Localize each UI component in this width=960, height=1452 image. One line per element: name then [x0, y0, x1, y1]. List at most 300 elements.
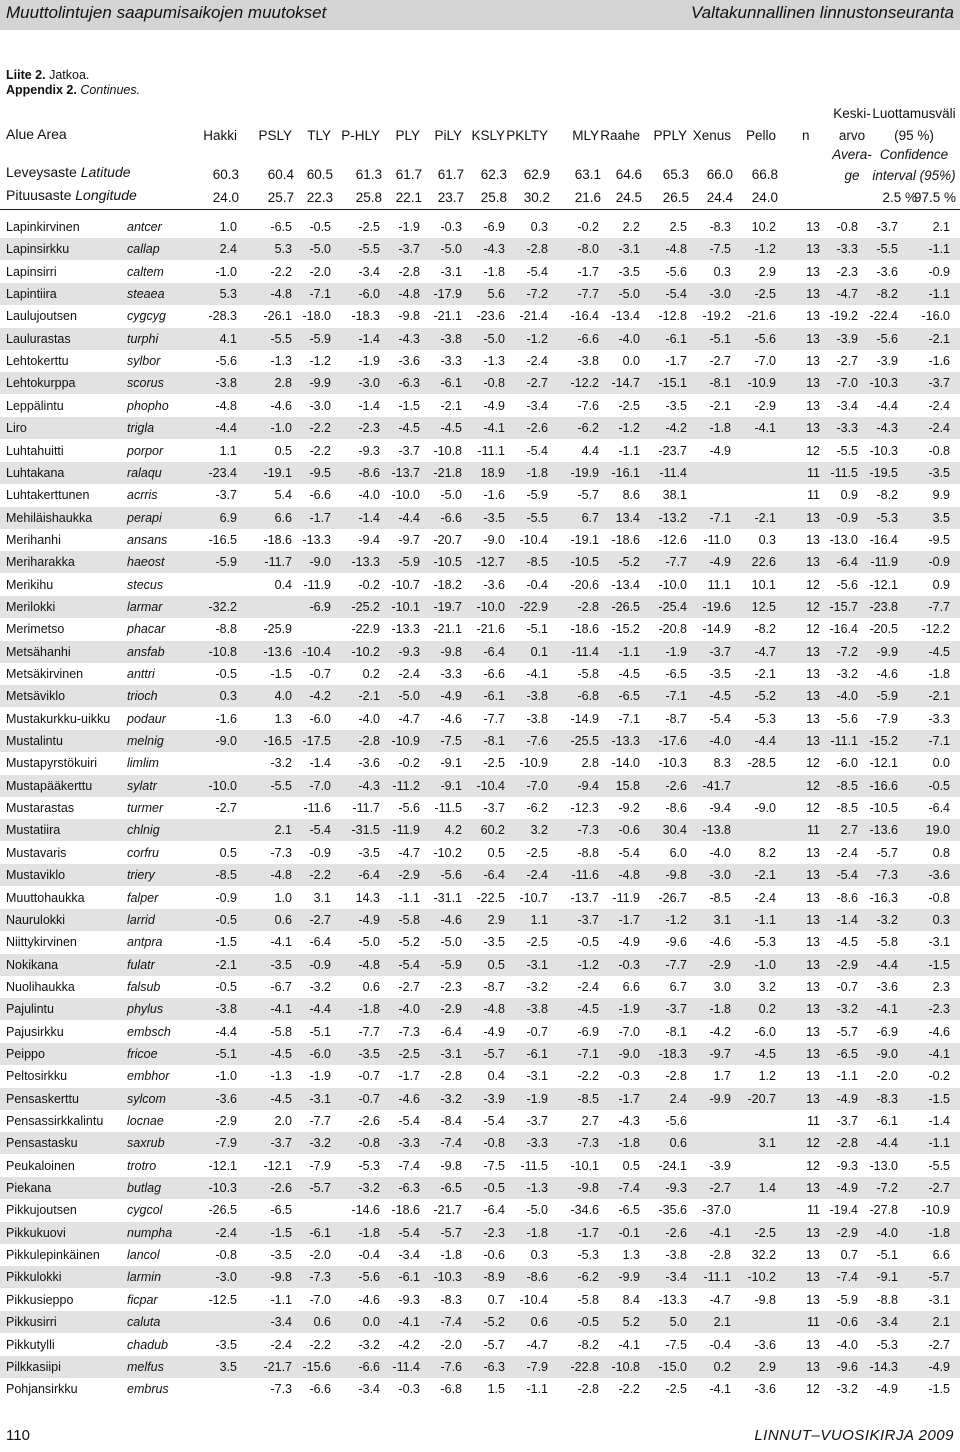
cell-ci-low: -9.9 [876, 644, 898, 659]
cell-value: -2.7 [709, 354, 731, 369]
table-row [0, 1155, 960, 1177]
table-row [0, 1222, 960, 1244]
cell-value: -10.5 [570, 555, 599, 570]
table-row [0, 440, 960, 462]
cell-ci-high: -1.5 [928, 1382, 950, 1397]
cell-value: -1.5 [398, 398, 420, 413]
cell-value: -8.6 [526, 1270, 548, 1285]
cell-value: -17.6 [658, 734, 687, 749]
cell-value: -3.8 [526, 689, 548, 704]
latitude-value: 62.9 [523, 167, 550, 182]
column-header-raahe: Raahe [600, 128, 640, 143]
species-code: fricoe [127, 1046, 158, 1061]
cell-value: -3.7 [483, 801, 505, 816]
species-code: anttri [127, 667, 155, 681]
cell-value: -10.9 [519, 756, 548, 771]
cell-value: -4.9 [709, 443, 731, 458]
cell-value: -6.2 [577, 1270, 599, 1285]
species-code: ansans [127, 532, 168, 547]
cell-value: -0.2 [577, 220, 599, 234]
species-name: Merilokki [6, 599, 56, 614]
cell-average: -4.5 [836, 935, 858, 950]
cell-value: -1.8 [709, 421, 731, 436]
cell-value: -0.4 [526, 577, 548, 592]
appendix-label-en: Appendix 2. [6, 83, 77, 97]
cell-ci-high: -2.7 [928, 1337, 950, 1352]
cell-value: -2.2 [309, 1337, 331, 1352]
cell-value: 1.3 [622, 1248, 640, 1263]
cell-ci-low: -8.2 [876, 488, 898, 503]
species-name: Laulurastas [6, 331, 71, 346]
cell-value: 6.0 [669, 845, 687, 860]
cell-value: -4.5 [709, 689, 731, 704]
cell-ci-high: 2.1 [932, 1315, 950, 1330]
cell-ci-high: -0.5 [928, 778, 950, 793]
cell-value: -2.1 [358, 689, 380, 704]
cell-n: 13 [806, 1337, 820, 1352]
cell-ci-low: -5.3 [876, 1337, 898, 1352]
longitude-value: 23.7 [437, 190, 464, 205]
species-name: Metsäkirvinen [6, 667, 84, 681]
cell-average: -9.3 [836, 1158, 858, 1173]
cell-value: -13.6 [263, 644, 292, 659]
cell-value: 1.1 [219, 443, 237, 458]
cell-ci-low: -20.5 [869, 622, 898, 637]
cell-value: -7.9 [309, 1158, 331, 1173]
cell-value: -18.6 [570, 622, 599, 637]
cell-ci-low: -8.8 [876, 1292, 898, 1307]
cell-value: -7.5 [483, 1158, 505, 1173]
table-row [0, 216, 960, 238]
cell-n: 12 [806, 801, 820, 816]
cell-value: -2.2 [309, 868, 331, 883]
cell-value: -4.3 [618, 1114, 640, 1128]
n-header: n [802, 128, 810, 143]
cell-value: -6.6 [483, 667, 505, 681]
cell-value: -13.3 [302, 532, 331, 547]
cell-value: -7.3 [270, 1382, 292, 1397]
cell-value: -5.8 [270, 1024, 292, 1039]
cell-n: 12 [806, 599, 820, 614]
cell-value: -7.0 [309, 778, 331, 793]
table-row [0, 887, 960, 909]
cell-value: 2.2 [622, 220, 640, 234]
cell-value: -5.9 [215, 555, 237, 570]
species-name: Peukaloinen [6, 1158, 75, 1173]
cell-value: -4.4 [754, 734, 776, 749]
cell-value: -12.3 [570, 801, 599, 816]
column-header-psly: PSLY [258, 128, 292, 143]
cell-value: -7.6 [440, 1359, 462, 1374]
cell-value: -18.3 [658, 1046, 687, 1061]
cell-ci-high: -0.9 [928, 264, 950, 279]
species-name: Pohjansirkku [6, 1382, 78, 1397]
cell-ci-low: -27.8 [869, 1203, 898, 1218]
species-name: Lapintiira [6, 287, 57, 302]
cell-value: -4.8 [215, 398, 237, 413]
cell-value: 6.7 [581, 510, 599, 525]
cell-value: 2.8 [274, 376, 292, 391]
cell-n: 12 [806, 778, 820, 793]
cell-value: 18.9 [480, 465, 505, 480]
cell-value: -9.0 [215, 734, 237, 749]
cell-value: -10.7 [519, 890, 548, 905]
cell-value: -7.3 [270, 845, 292, 860]
avg-header-line3: Avera- [832, 147, 872, 162]
cell-value: -13.3 [611, 734, 640, 749]
cell-value: -1.5 [270, 667, 292, 681]
cell-average: -3.2 [836, 667, 858, 681]
cell-ci-low: -4.4 [876, 957, 898, 972]
longitude-value: 24.5 [615, 190, 642, 205]
species-name: Laulujoutsen [6, 309, 77, 324]
cell-value: 1.5 [487, 1382, 505, 1397]
cell-ci-low: -5.6 [876, 331, 898, 346]
table-row [0, 417, 960, 439]
species-code: stecus [127, 577, 164, 592]
cell-ci-low: -5.1 [876, 1248, 898, 1263]
cell-value: -3.2 [270, 756, 292, 771]
cell-value: -5.2 [754, 689, 776, 704]
cell-value: -1.1 [618, 644, 640, 659]
cell-average: -11.1 [830, 734, 858, 749]
cell-value: -20.6 [570, 577, 599, 592]
cell-value: -5.4 [483, 1114, 505, 1128]
cell-value: -4.1 [398, 1315, 420, 1330]
cell-average: -0.8 [836, 220, 858, 234]
cell-ci-low: -4.0 [876, 1225, 898, 1240]
cell-value: -10.0 [658, 577, 687, 592]
species-name: Mustakurkku-uikku [6, 711, 111, 726]
cell-value: -8.2 [577, 1337, 599, 1352]
cell-average: -0.7 [836, 979, 858, 994]
cell-value: -4.2 [665, 421, 687, 436]
cell-value: 12.5 [751, 599, 776, 614]
cell-value: 0.6 [669, 1136, 687, 1151]
cell-value: -2.2 [309, 421, 331, 436]
cell-value: -3.6 [483, 577, 505, 592]
cell-value: -5.1 [309, 1024, 331, 1039]
cell-n: 13 [806, 1069, 820, 1084]
cell-value: -25.2 [351, 599, 380, 614]
cell-average: -13.0 [829, 532, 858, 547]
cell-value: -1.1 [526, 1382, 548, 1397]
cell-average: -7.2 [836, 644, 858, 659]
cell-value: 60.2 [480, 823, 505, 838]
cell-value: -2.1 [754, 868, 776, 883]
cell-value: -11.5 [520, 1158, 548, 1173]
cell-value: -4.1 [754, 421, 776, 436]
cell-value: -25.5 [570, 734, 599, 749]
cell-value: -1.0 [215, 1069, 237, 1084]
cell-value: -3.5 [483, 510, 505, 525]
cell-value: -1.7 [309, 510, 331, 525]
cell-value: -1.8 [483, 264, 505, 279]
cell-value: -3.6 [754, 1382, 776, 1397]
species-code: phacar [127, 622, 166, 637]
cell-value: -1.4 [358, 398, 380, 413]
species-code: locnae [127, 1114, 164, 1128]
cell-value: -10.5 [433, 555, 462, 570]
cell-value: -15.1 [658, 376, 687, 391]
cell-value: -4.2 [398, 1337, 420, 1352]
cell-value: -3.2 [526, 979, 548, 994]
cell-average: 0.9 [840, 488, 858, 503]
cell-value: -2.1 [709, 398, 731, 413]
table-row [0, 618, 960, 640]
cell-value: -11.0 [703, 532, 731, 547]
cell-ci-high: -2.1 [928, 689, 950, 704]
cell-value: 8.2 [758, 845, 776, 860]
cell-n: 13 [806, 1270, 820, 1285]
cell-value: -5.7 [483, 1337, 505, 1352]
cell-value: -8.1 [709, 376, 731, 391]
cell-ci-low: -3.7 [876, 220, 898, 234]
cell-average: -8.5 [836, 801, 858, 816]
cell-average: -3.2 [836, 1002, 858, 1017]
cell-ci-low: -13.0 [869, 1158, 898, 1173]
cell-n: 12 [806, 443, 820, 458]
table-row [0, 931, 960, 953]
cell-ci-high: -4.1 [928, 1046, 950, 1061]
cell-value: -6.1 [526, 1046, 548, 1061]
cell-ci-high: -1.6 [928, 354, 950, 369]
cell-value: -0.7 [358, 1091, 380, 1106]
cell-value: -9.8 [398, 309, 420, 324]
cell-value: 32.2 [751, 1248, 776, 1263]
cell-ci-high: -1.5 [928, 957, 950, 972]
cell-ci-high: -1.1 [928, 1136, 950, 1151]
cell-average: -0.6 [836, 1315, 858, 1330]
cell-ci-low: -5.3 [876, 510, 898, 525]
species-name: Mustaviklo [6, 868, 66, 883]
cell-value: -0.6 [618, 823, 640, 838]
cell-value: -23.4 [208, 465, 237, 480]
ci-header-line3: Confidence [879, 147, 949, 162]
cell-value: -6.4 [483, 644, 505, 659]
species-code: cygcyg [127, 309, 166, 324]
species-code: sylbor [127, 354, 161, 369]
cell-value: -6.3 [483, 1359, 505, 1374]
cell-average: -3.3 [836, 421, 858, 436]
cell-value: -5.5 [358, 242, 380, 257]
cell-value: 0.4 [274, 577, 292, 592]
cell-value: -1.0 [270, 421, 292, 436]
table-row [0, 797, 960, 819]
cell-value: -4.4 [215, 1024, 237, 1039]
cell-value: -3.7 [215, 488, 237, 503]
cell-value: -6.3 [398, 376, 420, 391]
cell-value: -3.5 [618, 264, 640, 279]
table-row [0, 574, 960, 596]
appendix-note-en [6, 83, 140, 97]
cell-value: -6.3 [398, 1181, 420, 1196]
cell-value: -4.5 [754, 1046, 776, 1061]
cell-n: 13 [806, 398, 820, 413]
longitude-value: 22.3 [306, 190, 333, 205]
species-code: steaea [127, 287, 165, 302]
cell-ci-low: -4.1 [876, 1002, 898, 1017]
cell-n: 11 [807, 1203, 820, 1218]
cell-value: -3.8 [440, 331, 462, 346]
cell-value: -3.2 [358, 1181, 380, 1196]
cell-value: 3.5 [219, 1359, 237, 1374]
cell-value: -3.1 [440, 264, 462, 279]
cell-value: -5.7 [440, 1225, 462, 1240]
cell-value: -21.8 [433, 465, 462, 480]
cell-n: 11 [807, 1315, 820, 1330]
cell-value: -3.3 [526, 1136, 548, 1151]
cell-n: 13 [806, 845, 820, 860]
cell-n: 13 [806, 1359, 820, 1374]
cell-value: -4.1 [270, 1002, 292, 1017]
species-code: haeost [127, 555, 165, 570]
cell-value: -10.9 [391, 734, 420, 749]
appendix-note-fi [6, 68, 89, 82]
cell-value: -5.0 [618, 287, 640, 302]
latitude-label [6, 164, 131, 180]
cell-n: 13 [806, 689, 820, 704]
cell-value: -5.6 [665, 264, 687, 279]
cell-value: -6.2 [526, 801, 548, 816]
cell-average: -4.0 [836, 1337, 858, 1352]
cell-value: -15.6 [302, 1359, 331, 1374]
cell-value: 2.7 [581, 1114, 599, 1128]
cell-value: -0.3 [440, 220, 462, 234]
cell-value: -6.6 [309, 1382, 331, 1397]
cell-value: -13.3 [391, 622, 420, 637]
cell-value: -6.9 [309, 599, 331, 614]
cell-value: -2.6 [665, 1225, 687, 1240]
cell-value: -3.6 [215, 1091, 237, 1106]
cell-value: -5.8 [577, 667, 599, 681]
species-name: Pikkulokki [6, 1270, 62, 1285]
cell-n: 13 [806, 354, 820, 369]
cell-value: -6.8 [577, 689, 599, 704]
cell-value: -9.9 [709, 1091, 731, 1106]
cell-value: 0.5 [487, 957, 505, 972]
cell-value: -2.8 [440, 1069, 462, 1084]
cell-value: -3.7 [398, 242, 420, 257]
cell-value: 6.6 [622, 979, 640, 994]
cell-value: -3.3 [440, 667, 462, 681]
cell-value: -4.9 [440, 689, 462, 704]
cell-ci-high: -5.7 [928, 1270, 950, 1285]
column-header-tly: TLY [307, 128, 331, 143]
cell-n: 13 [806, 220, 820, 234]
cell-value: -9.8 [665, 868, 687, 883]
cell-value: -5.9 [526, 488, 548, 503]
cell-value: -5.5 [270, 331, 292, 346]
species-name: Pensastasku [6, 1136, 78, 1151]
cell-value: -4.9 [483, 1024, 505, 1039]
cell-value: -7.5 [665, 1337, 687, 1352]
table-row [0, 328, 960, 350]
cell-average: 0.7 [840, 1248, 858, 1263]
cell-value: -5.4 [618, 845, 640, 860]
cell-value: -7.0 [754, 354, 776, 369]
cell-average: -2.3 [836, 264, 858, 279]
cell-value: 3.1 [758, 1136, 776, 1151]
cell-value: -16.5 [263, 734, 292, 749]
cell-value: -9.9 [309, 376, 331, 391]
cell-value: -0.9 [309, 845, 331, 860]
cell-value: -0.5 [215, 979, 237, 994]
cell-value: -13.3 [351, 555, 380, 570]
cell-ci-low: -5.7 [876, 845, 898, 860]
cell-ci-high: -1.5 [928, 1091, 950, 1106]
cell-value: -7.7 [665, 555, 687, 570]
cell-value: -9.8 [440, 644, 462, 659]
cell-value: -2.8 [398, 264, 420, 279]
cell-value: -3.3 [440, 354, 462, 369]
cell-ci-high: 0.9 [932, 577, 950, 592]
cell-value: -3.9 [483, 1091, 505, 1106]
cell-value: -9.3 [398, 1292, 420, 1307]
cell-value: -9.8 [270, 1270, 292, 1285]
cell-value: 1.4 [758, 1181, 776, 1196]
cell-ci-low: -7.3 [876, 868, 898, 883]
species-name: Mustapyrstökuiri [6, 756, 97, 771]
cell-average: -6.5 [836, 1046, 858, 1061]
species-code: numpha [127, 1225, 173, 1240]
cell-value: -1.8 [358, 1225, 380, 1240]
cell-n: 13 [806, 532, 820, 547]
cell-value: -9.0 [754, 801, 776, 816]
cell-value: -26.1 [263, 309, 292, 324]
cell-ci-high: 9.9 [932, 488, 950, 503]
column-header-p-hly: P-HLY [341, 128, 380, 143]
table-row [0, 752, 960, 774]
cell-value: -18.6 [611, 532, 640, 547]
cell-value: -2.2 [270, 264, 292, 279]
cell-value: -6.6 [440, 510, 462, 525]
cell-value: -15.2 [611, 622, 640, 637]
cell-value: -4.9 [483, 398, 505, 413]
species-code: embsch [127, 1024, 171, 1039]
table-row [0, 507, 960, 529]
cell-average: -4.9 [836, 1181, 858, 1196]
species-code: melnig [127, 734, 164, 749]
cell-value: -7.7 [483, 711, 505, 726]
cell-value: -11.7 [264, 555, 292, 570]
cell-value: 4.1 [219, 331, 237, 346]
cell-ci-low: -4.4 [876, 398, 898, 413]
cell-value: -25.9 [263, 622, 292, 637]
cell-value: -6.0 [358, 287, 380, 302]
cell-value: -11.6 [303, 801, 331, 816]
cell-value: -1.7 [618, 912, 640, 927]
cell-ci-low: -16.3 [869, 890, 898, 905]
cell-n: 13 [806, 555, 820, 570]
cell-value: 10.2 [751, 220, 776, 234]
cell-value: -0.8 [215, 1248, 237, 1263]
cell-value: -6.1 [440, 376, 462, 391]
cell-n: 13 [806, 1046, 820, 1061]
cell-value: -3.9 [709, 1158, 731, 1173]
cell-value: 2.9 [758, 264, 776, 279]
cell-value: -19.6 [702, 599, 731, 614]
table-row [0, 909, 960, 931]
cell-value: 8.6 [622, 488, 640, 503]
cell-value: -4.3 [483, 242, 505, 257]
cell-value: -4.1 [709, 1225, 731, 1240]
cell-value: -10.0 [476, 599, 505, 614]
cell-value: 8.4 [622, 1292, 640, 1307]
cell-ci-low: -10.3 [869, 376, 898, 391]
table-row [0, 641, 960, 663]
species-code: triery [127, 868, 155, 883]
